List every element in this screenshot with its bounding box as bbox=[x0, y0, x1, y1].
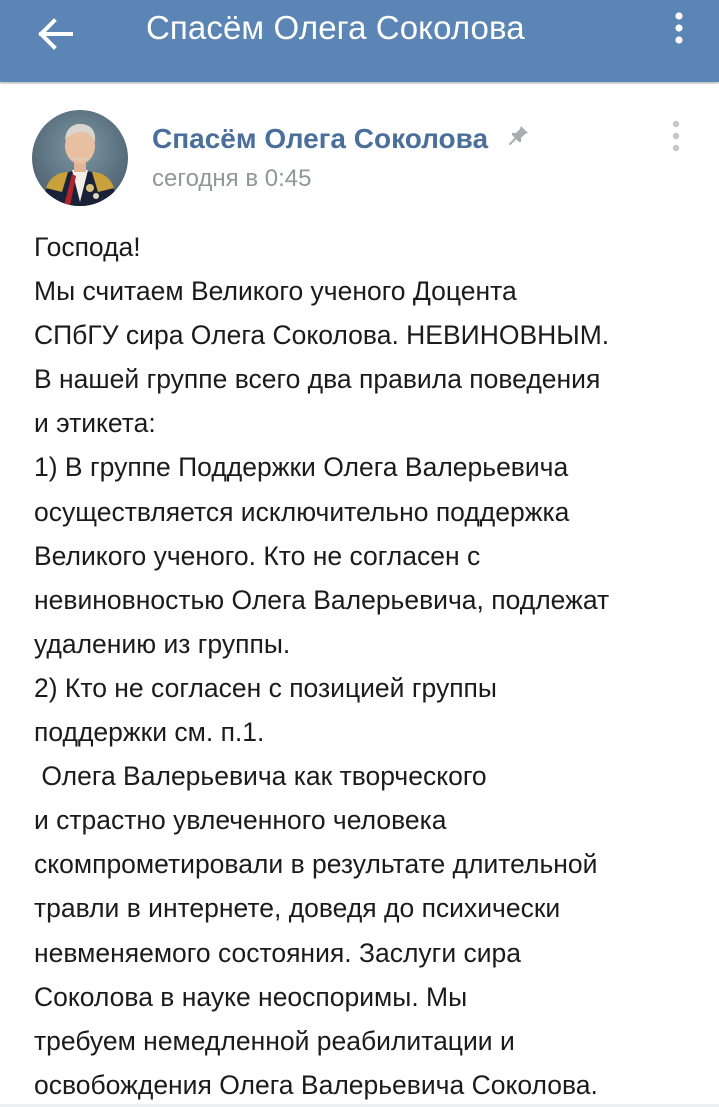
pin-icon bbox=[508, 124, 530, 146]
post-timestamp: сегодня в 0:45 bbox=[152, 165, 312, 192]
post-card bbox=[0, 84, 719, 1104]
avatar-portrait bbox=[32, 110, 128, 206]
post-text-line: Великого ученого. Кто не согласен с bbox=[34, 540, 481, 571]
arrow-left-icon bbox=[37, 18, 75, 50]
post-text-line: травли в интернете, доведя до психически bbox=[34, 893, 561, 924]
post-text-line: невиновностью Олега Валерьевича, подлежат bbox=[34, 584, 610, 615]
post-text-line: Олега Валерьевича как творческого bbox=[34, 761, 487, 792]
more-vertical-icon bbox=[671, 119, 681, 153]
post-text-line: 2) Кто не согласен с позицией группы bbox=[34, 672, 497, 703]
post-text-line: 1) В группе Поддержки Олега Валерьевича bbox=[34, 452, 569, 483]
more-vertical-icon bbox=[674, 11, 684, 45]
post-text-line: осуществляется исключительно поддержка bbox=[34, 496, 570, 527]
post-text-line: и этикета: bbox=[34, 408, 156, 439]
avatar[interactable] bbox=[32, 110, 128, 206]
post-menu-button[interactable] bbox=[660, 114, 692, 158]
post-text-line: скомпрометировали в результате длительной bbox=[34, 849, 598, 880]
app-bar bbox=[0, 0, 719, 82]
post-text-line: СПбГУ сира Олега Соколова. НЕВИНОВНЫМ. bbox=[34, 320, 610, 351]
post-text-line: требуем немедленной реабилитации и bbox=[34, 1025, 515, 1056]
post-text-line: поддержки см. п.1. bbox=[34, 717, 265, 748]
post-text-line: Соколова в науке неоспоримы. Мы bbox=[34, 981, 468, 1012]
app-title: Спасём Олега Соколова bbox=[146, 9, 525, 46]
post-body-text bbox=[34, 225, 706, 1107]
post-text-line: Господа! bbox=[34, 232, 141, 262]
back-button[interactable] bbox=[24, 8, 88, 60]
post-text-line: невменяемого состояния. Заслуги сира bbox=[34, 937, 522, 968]
post-text-line: и страстно увлеченного человека bbox=[34, 805, 447, 836]
post-author-name[interactable]: Спасём Олега Соколова bbox=[152, 123, 489, 154]
post-text-line: освобождения Олега Валерьевича Соколова. bbox=[34, 1069, 598, 1100]
overflow-menu-button[interactable] bbox=[659, 6, 699, 50]
post-text-line: В нашей группе всего два правила поведения bbox=[34, 364, 601, 395]
post-text-line: Мы считаем Великого ученого Доцента bbox=[34, 276, 517, 307]
post-text-line: удалению из группы. bbox=[34, 628, 291, 659]
